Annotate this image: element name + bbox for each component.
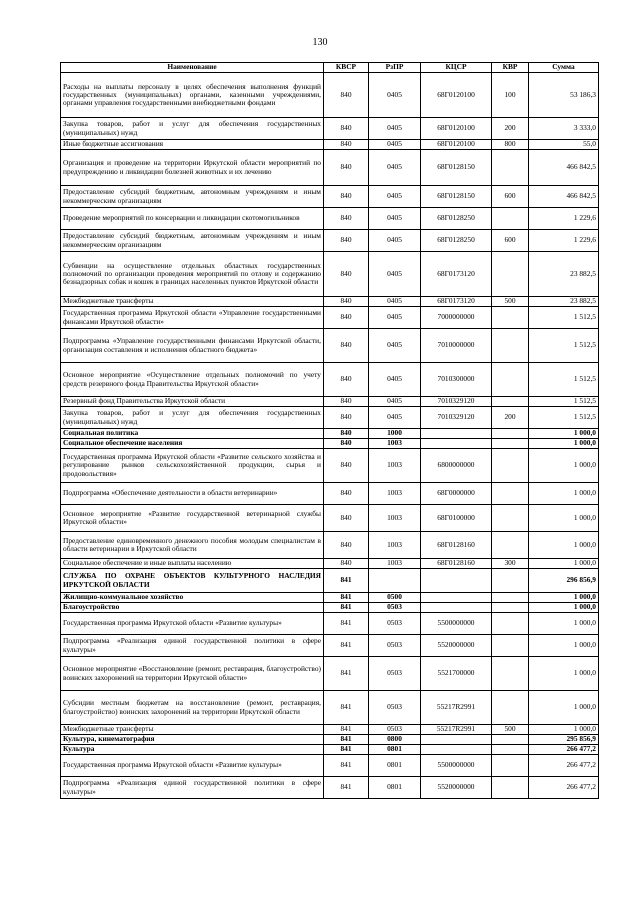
cell-rzpr: 0405 <box>369 397 421 407</box>
cell-name: Иные бюджетные ассигнования <box>61 140 324 150</box>
table-row <box>61 735 599 745</box>
table-row <box>61 559 599 569</box>
cell-rzpr: 0405 <box>369 329 421 363</box>
cell-sum: 296 856,9 <box>529 569 599 593</box>
cell-name: Межбюджетные трансферты <box>61 297 324 307</box>
cell-sum: 1 229,6 <box>529 230 599 252</box>
cell-sum: 3 333,0 <box>529 118 599 140</box>
cell-kcsr: 5520000000 <box>421 777 492 799</box>
header-kcsr: КЦСР <box>421 63 492 73</box>
cell-name: Социальное обеспечение населения <box>61 439 324 449</box>
cell-kvsr: 840 <box>324 150 369 186</box>
table-row <box>61 363 599 397</box>
cell-kcsr: 5520000000 <box>421 635 492 657</box>
cell-rzpr: 1003 <box>369 483 421 505</box>
cell-kvsr: 841 <box>324 691 369 725</box>
cell-kcsr: 5500000000 <box>421 613 492 635</box>
cell-sum: 1 000,0 <box>529 429 599 439</box>
cell-name: Организация и проведение на территории Иркутской области мероприятий по предупреждению и ликвидации болезней животных и их лечению <box>61 150 324 186</box>
table-row <box>61 208 599 230</box>
cell-name: Подпрограмма «Обеспечение деятельности в области ветеринарии» <box>61 483 324 505</box>
cell-sum: 1 000,0 <box>529 532 599 559</box>
cell-kcsr: 68Г0128150 <box>421 186 492 208</box>
cell-rzpr: 0503 <box>369 613 421 635</box>
table-row <box>61 483 599 505</box>
cell-kvsr: 840 <box>324 297 369 307</box>
cell-kcsr: 68Г0173120 <box>421 252 492 297</box>
cell-name: Предоставление субсидий бюджетным, автономным учреждениям и иным некоммерческим организациям <box>61 230 324 252</box>
cell-kcsr <box>421 439 492 449</box>
cell-kvsr: 840 <box>324 186 369 208</box>
cell-kvr <box>492 483 529 505</box>
cell-name: Предоставление субсидий бюджетным, автономным учреждениям и иным некоммерческим организациям <box>61 186 324 208</box>
table-row <box>61 429 599 439</box>
cell-name: Государственная программа Иркутской области «Развитие культуры» <box>61 613 324 635</box>
cell-sum: 23 882,5 <box>529 252 599 297</box>
cell-kvr <box>492 657 529 691</box>
cell-kvr <box>492 449 529 483</box>
cell-kvr <box>492 150 529 186</box>
cell-name: Основное мероприятие «Осуществление отдельных полномочий по учету средств резервного фонда Правительства Иркутской области» <box>61 363 324 397</box>
header-kvr: КВР <box>492 63 529 73</box>
cell-sum: 1 000,0 <box>529 483 599 505</box>
cell-rzpr: 0503 <box>369 657 421 691</box>
cell-kvsr: 841 <box>324 725 369 735</box>
cell-kvr <box>492 429 529 439</box>
cell-name: Резервный фонд Правительства Иркутской области <box>61 397 324 407</box>
cell-name: Проведение мероприятий по консервации и ликвидации скотомогильников <box>61 208 324 230</box>
cell-sum: 23 882,5 <box>529 297 599 307</box>
cell-name: Культура, кинематография <box>61 735 324 745</box>
table-body <box>61 73 599 799</box>
cell-kcsr: 6800000000 <box>421 449 492 483</box>
cell-kcsr: 68Г0120100 <box>421 140 492 150</box>
cell-name: Закупка товаров, работ и услуг для обеспечения государственных (муниципальных) нужд <box>61 407 324 429</box>
header-name: Наименование <box>61 63 324 73</box>
cell-rzpr: 0503 <box>369 635 421 657</box>
table-header-row <box>61 63 599 73</box>
cell-kvsr: 840 <box>324 483 369 505</box>
cell-sum: 1 512,5 <box>529 407 599 429</box>
cell-name: Подпрограмма «Реализация единой государственной политики в сфере культуры» <box>61 635 324 657</box>
cell-kvr: 300 <box>492 559 529 569</box>
cell-name: Субвенции на осуществление отдельных областных государственных полномочий по организации проведения мероприятий по отлову и содержанию безнадзорных собак и кошек в границах населенных пунктов Иркутской области <box>61 252 324 297</box>
cell-kvsr: 840 <box>324 329 369 363</box>
cell-rzpr: 0405 <box>369 297 421 307</box>
cell-kvsr: 841 <box>324 635 369 657</box>
cell-rzpr: 0801 <box>369 755 421 777</box>
cell-sum: 1 000,0 <box>529 657 599 691</box>
cell-kvsr: 841 <box>324 569 369 593</box>
cell-name: Социальная политика <box>61 429 324 439</box>
cell-kvr <box>492 603 529 613</box>
cell-rzpr: 0405 <box>369 150 421 186</box>
cell-sum: 1 000,0 <box>529 691 599 725</box>
table-row <box>61 657 599 691</box>
cell-kvsr: 840 <box>324 397 369 407</box>
cell-kvsr: 841 <box>324 735 369 745</box>
cell-rzpr: 1003 <box>369 505 421 532</box>
cell-sum: 1 000,0 <box>529 603 599 613</box>
cell-kvsr: 840 <box>324 73 369 118</box>
cell-rzpr: 0405 <box>369 73 421 118</box>
cell-kvsr: 841 <box>324 745 369 755</box>
cell-sum: 1 000,0 <box>529 439 599 449</box>
cell-kcsr <box>421 569 492 593</box>
cell-rzpr: 0405 <box>369 407 421 429</box>
cell-name: СЛУЖБА ПО ОХРАНЕ ОБЪЕКТОВ КУЛЬТУРНОГО НАСЛЕДИЯ ИРКУТСКОЙ ОБЛАСТИ <box>61 569 324 593</box>
cell-kvr <box>492 532 529 559</box>
cell-name: Государственная программа Иркутской области «Управление государственными финансами Иркутской области» <box>61 307 324 329</box>
cell-kvsr: 841 <box>324 593 369 603</box>
cell-name: Государственная программа Иркутской области «Развитие культуры» <box>61 755 324 777</box>
cell-kvsr: 841 <box>324 613 369 635</box>
cell-sum: 295 856,9 <box>529 735 599 745</box>
cell-rzpr: 0801 <box>369 777 421 799</box>
cell-rzpr: 0503 <box>369 603 421 613</box>
cell-rzpr: 0405 <box>369 208 421 230</box>
cell-kvr: 200 <box>492 118 529 140</box>
table-row <box>61 449 599 483</box>
cell-sum: 1 000,0 <box>529 505 599 532</box>
cell-kvsr: 840 <box>324 140 369 150</box>
cell-name: Культура <box>61 745 324 755</box>
cell-rzpr: 0503 <box>369 725 421 735</box>
cell-name: Социальное обеспечение и иные выплаты населению <box>61 559 324 569</box>
cell-kvr <box>492 735 529 745</box>
cell-rzpr: 0405 <box>369 140 421 150</box>
cell-kvsr: 841 <box>324 603 369 613</box>
cell-rzpr: 0405 <box>369 230 421 252</box>
cell-sum: 55,0 <box>529 140 599 150</box>
cell-rzpr: 0801 <box>369 745 421 755</box>
cell-name: Благоустройство <box>61 603 324 613</box>
cell-rzpr: 1003 <box>369 439 421 449</box>
cell-kvr <box>492 593 529 603</box>
cell-rzpr: 1000 <box>369 429 421 439</box>
table-row <box>61 745 599 755</box>
cell-kcsr <box>421 735 492 745</box>
cell-kvr <box>492 745 529 755</box>
table-row <box>61 329 599 363</box>
cell-rzpr: 0405 <box>369 252 421 297</box>
table-row <box>61 603 599 613</box>
cell-name: Жилищно-коммунальное хозяйство <box>61 593 324 603</box>
cell-rzpr: 1003 <box>369 449 421 483</box>
cell-sum: 266 477,2 <box>529 755 599 777</box>
cell-kvr <box>492 329 529 363</box>
cell-kvr: 500 <box>492 725 529 735</box>
page-number: 130 <box>312 37 328 48</box>
cell-sum: 1 512,5 <box>529 397 599 407</box>
cell-sum: 1 000,0 <box>529 635 599 657</box>
cell-kvsr: 840 <box>324 532 369 559</box>
cell-rzpr <box>369 569 421 593</box>
cell-name: Субсидии местным бюджетам на восстановление (ремонт, реставрация, благоустройство) воинских захоронений на территории Иркутской области <box>61 691 324 725</box>
cell-rzpr: 0405 <box>369 186 421 208</box>
table-row <box>61 439 599 449</box>
cell-kcsr: 5500000000 <box>421 755 492 777</box>
cell-kvr <box>492 439 529 449</box>
header-kvsr: КВСР <box>324 63 369 73</box>
cell-kvr: 600 <box>492 186 529 208</box>
cell-kvsr: 840 <box>324 439 369 449</box>
cell-kcsr: 7010000000 <box>421 329 492 363</box>
cell-kcsr: 68Г0128150 <box>421 150 492 186</box>
cell-kcsr: 7010329120 <box>421 407 492 429</box>
cell-kcsr: 68Г0128160 <box>421 559 492 569</box>
cell-rzpr: 1003 <box>369 532 421 559</box>
cell-kvr: 800 <box>492 140 529 150</box>
cell-sum: 466 842,5 <box>529 150 599 186</box>
cell-sum: 1 000,0 <box>529 593 599 603</box>
cell-kcsr: 7010329120 <box>421 397 492 407</box>
table-row <box>61 186 599 208</box>
cell-name: Основное мероприятие «Развитие государственной ветеринарной службы Иркутской области» <box>61 505 324 532</box>
cell-kcsr: 68Г0000000 <box>421 483 492 505</box>
cell-kcsr: 68Г0173120 <box>421 297 492 307</box>
cell-kvsr: 840 <box>324 208 369 230</box>
cell-kvr <box>492 755 529 777</box>
cell-rzpr: 1003 <box>369 559 421 569</box>
table-row <box>61 140 599 150</box>
cell-rzpr: 0500 <box>369 593 421 603</box>
cell-rzpr: 0503 <box>369 691 421 725</box>
cell-kvsr: 840 <box>324 505 369 532</box>
cell-kvr: 600 <box>492 230 529 252</box>
cell-kcsr: 68Г0120100 <box>421 118 492 140</box>
cell-rzpr: 0405 <box>369 363 421 397</box>
cell-sum: 466 842,5 <box>529 186 599 208</box>
cell-sum: 266 477,2 <box>529 745 599 755</box>
table-row <box>61 532 599 559</box>
cell-kcsr: 68Г0128250 <box>421 208 492 230</box>
cell-rzpr: 0405 <box>369 307 421 329</box>
cell-kvr <box>492 613 529 635</box>
cell-kvr <box>492 397 529 407</box>
table-row <box>61 725 599 735</box>
cell-kcsr <box>421 429 492 439</box>
cell-kvsr: 840 <box>324 429 369 439</box>
cell-sum: 1 229,6 <box>529 208 599 230</box>
cell-kcsr <box>421 603 492 613</box>
cell-kcsr <box>421 745 492 755</box>
cell-name: Предоставление единовременного денежного пособия молодым специалистам в области ветеринарии в Иркутской области <box>61 532 324 559</box>
cell-kvsr: 840 <box>324 449 369 483</box>
table-row <box>61 691 599 725</box>
cell-sum: 1 000,0 <box>529 613 599 635</box>
cell-kcsr: 68Г0120100 <box>421 73 492 118</box>
cell-sum: 1 000,0 <box>529 559 599 569</box>
cell-kcsr: 55217R2991 <box>421 725 492 735</box>
table-row <box>61 118 599 140</box>
cell-name: Подпрограмма «Управление государственными финансами Иркутской области, организация составления и исполнения областного бюджета» <box>61 329 324 363</box>
table-row <box>61 307 599 329</box>
cell-kcsr: 5521700000 <box>421 657 492 691</box>
cell-kvr <box>492 307 529 329</box>
table-row <box>61 230 599 252</box>
cell-sum: 1 000,0 <box>529 725 599 735</box>
cell-name: Подпрограмма «Реализация единой государственной политики в сфере культуры» <box>61 777 324 799</box>
cell-kvsr: 841 <box>324 777 369 799</box>
cell-kvsr: 840 <box>324 118 369 140</box>
cell-name: Государственная программа Иркутской области «Развитие сельского хозяйства и регулирование рынков сельскохозяйственной продукции, сырья и продовольствия» <box>61 449 324 483</box>
cell-kcsr: 7010300000 <box>421 363 492 397</box>
cell-kvsr: 840 <box>324 307 369 329</box>
cell-kvsr: 840 <box>324 407 369 429</box>
table-row <box>61 505 599 532</box>
cell-kcsr: 55217R2991 <box>421 691 492 725</box>
table-row <box>61 297 599 307</box>
table-row <box>61 755 599 777</box>
cell-name: Закупка товаров, работ и услуг для обеспечения государственных (муниципальных) нужд <box>61 118 324 140</box>
cell-kvsr: 840 <box>324 230 369 252</box>
cell-name: Межбюджетные трансферты <box>61 725 324 735</box>
table-row <box>61 569 599 593</box>
cell-kvr <box>492 569 529 593</box>
cell-kcsr: 68Г0128250 <box>421 230 492 252</box>
cell-sum: 1 512,5 <box>529 329 599 363</box>
table-row <box>61 150 599 186</box>
cell-kvsr: 840 <box>324 363 369 397</box>
header-rzpr: РзПР <box>369 63 421 73</box>
table-row <box>61 252 599 297</box>
cell-kvsr: 841 <box>324 755 369 777</box>
cell-sum: 53 186,3 <box>529 73 599 118</box>
cell-kvsr: 840 <box>324 252 369 297</box>
cell-rzpr: 0405 <box>369 118 421 140</box>
cell-sum: 1 512,5 <box>529 363 599 397</box>
cell-kvr: 200 <box>492 407 529 429</box>
table-row <box>61 635 599 657</box>
table-row <box>61 613 599 635</box>
budget-table <box>60 62 599 799</box>
cell-kvr <box>492 635 529 657</box>
cell-sum: 1 512,5 <box>529 307 599 329</box>
cell-kvsr: 841 <box>324 657 369 691</box>
table-row <box>61 777 599 799</box>
cell-kvr <box>492 691 529 725</box>
cell-kvsr: 840 <box>324 559 369 569</box>
cell-sum: 1 000,0 <box>529 449 599 483</box>
cell-kvr <box>492 505 529 532</box>
cell-sum: 266 477,2 <box>529 777 599 799</box>
cell-name: Основное мероприятие «Восстановление (ремонт, реставрация, благоустройство) воинских захоронений на территории Иркутской области» <box>61 657 324 691</box>
cell-name: Расходы на выплаты персоналу в целях обеспечения выполнения функций государственных (муниципальных) органами, казенными учреждениями, органами управления государственными внебюджетными фондами <box>61 73 324 118</box>
cell-kvr <box>492 252 529 297</box>
cell-kcsr <box>421 593 492 603</box>
header-sum: Сумма <box>529 63 599 73</box>
table-row <box>61 397 599 407</box>
cell-rzpr: 0800 <box>369 735 421 745</box>
cell-kcsr: 7000000000 <box>421 307 492 329</box>
cell-kvr: 500 <box>492 297 529 307</box>
cell-kvr <box>492 208 529 230</box>
table-row <box>61 593 599 603</box>
cell-kvr <box>492 363 529 397</box>
cell-kcsr: 68Г0128160 <box>421 532 492 559</box>
table-row <box>61 73 599 118</box>
table-row <box>61 407 599 429</box>
cell-kcsr: 68Г0100000 <box>421 505 492 532</box>
cell-kvr <box>492 777 529 799</box>
cell-kvr: 100 <box>492 73 529 118</box>
